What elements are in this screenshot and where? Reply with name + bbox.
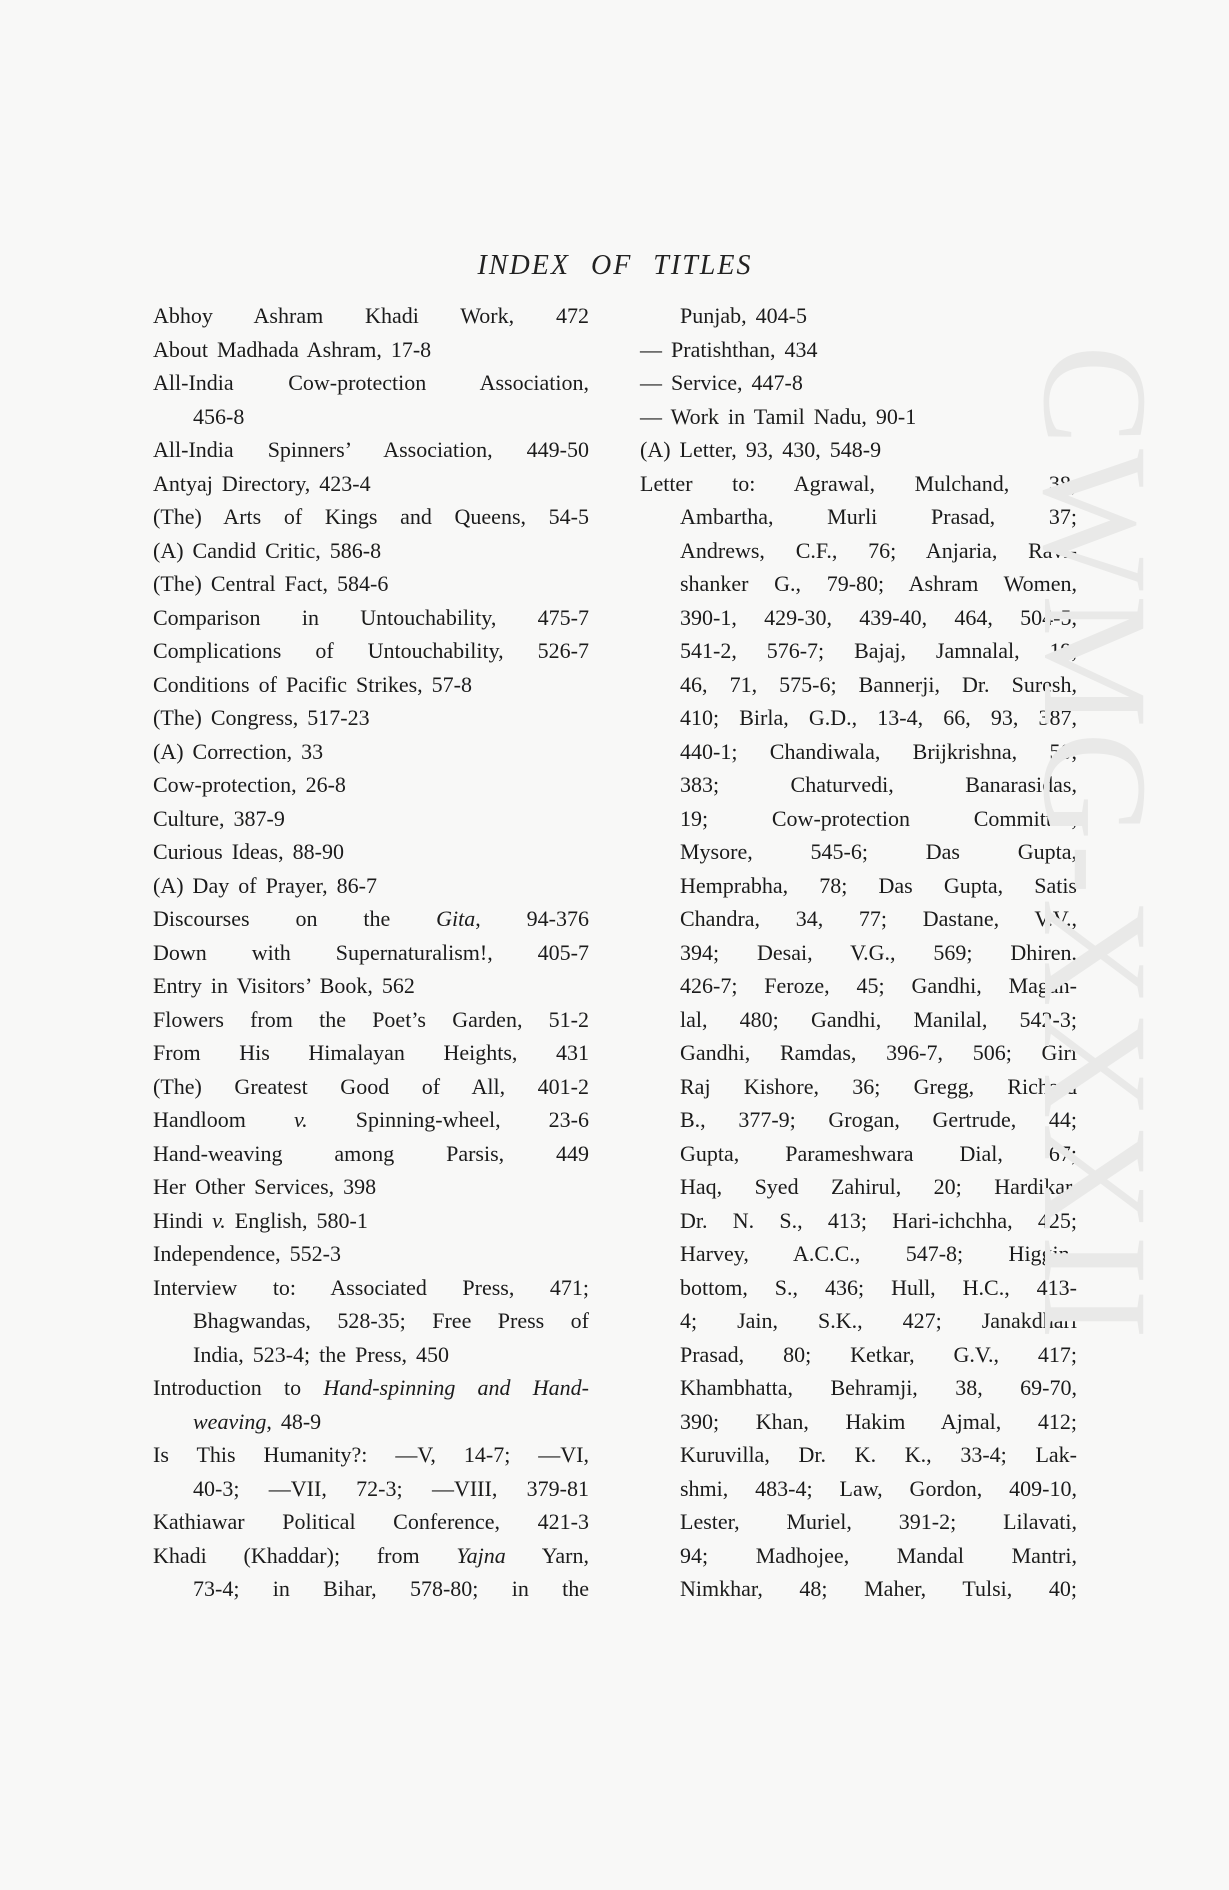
- index-entry-line: Haq, Syed Zahirul, 20; Hardikar,: [680, 1174, 1077, 1199]
- index-entry-line: (A) Day of Prayer, 86-7: [153, 872, 377, 898]
- index-entry-line: shmi, 483-4; Law, Gordon, 409-10,: [680, 1475, 1077, 1501]
- index-entry-line: Nimkhar, 48; Maher, Tulsi, 40;: [680, 1576, 1077, 1601]
- index-entry-line: 46, 71, 575-6; Bannerji, Dr. Suresh,: [680, 671, 1077, 697]
- index-entry-line: 541-2, 576-7; Bajaj, Jamnalal, 19,: [680, 638, 1077, 663]
- index-entry-line: Down with Supernaturalism!, 405-7: [153, 939, 589, 965]
- index-entry-line: Abhoy Ashram Khadi Work, 472: [153, 303, 589, 328]
- index-entry-line: Gupta, Parameshwara Dial, 67;: [680, 1140, 1077, 1166]
- index-entry-line: weaving, 48-9: [193, 1408, 322, 1434]
- index-entry-line: India, 523-4; the Press, 450: [193, 1341, 450, 1367]
- index-entry-line: Discourses on the Gita, 94-376: [153, 906, 589, 931]
- index-entry-line: 394; Desai, V.G., 569; Dhiren,: [680, 939, 1077, 965]
- index-entry-line: Interview to: Associated Press, 471;: [153, 1274, 589, 1300]
- index-entry-line: 73-4; in Bihar, 578-80; in the: [193, 1576, 589, 1601]
- index-entry-line: shanker G., 79-80; Ashram Women,: [680, 571, 1077, 596]
- index-entry-line: 410; Birla, G.D., 13-4, 66, 93, 387,: [680, 705, 1077, 730]
- index-entry-line: 390-1, 429-30, 439-40, 464, 504-5,: [680, 604, 1077, 630]
- index-entry-line: 390; Khan, Hakim Ajmal, 412;: [680, 1408, 1077, 1434]
- index-entry-line: — Work in Tamil Nadu, 90-1: [640, 403, 917, 429]
- index-entry-line: Hindi v. English, 580-1: [153, 1207, 368, 1233]
- index-entry-line: Flowers from the Poet’s Garden, 51-2: [153, 1006, 589, 1032]
- index-column-right: [640, 299, 1077, 1606]
- index-entry-line: Conditions of Pacific Strikes, 57-8: [153, 671, 472, 697]
- index-entry-line: Kuruvilla, Dr. K. K., 33-4; Lak-: [680, 1442, 1077, 1467]
- index-entry-line: (A) Candid Critic, 586-8: [153, 537, 382, 563]
- index-entry-line: Complications of Untouchability, 526-7: [153, 638, 589, 663]
- index-entry-line: (The) Greatest Good of All, 401-2: [153, 1073, 589, 1099]
- index-entry-line: Gandhi, Ramdas, 396-7, 506; Giri: [680, 1040, 1077, 1065]
- index-entry-line: — Pratishthan, 434: [640, 336, 818, 362]
- index-entry-line: All-India Spinners’ Association, 449-50: [153, 437, 589, 462]
- index-entry-line: lal, 480; Gandhi, Manilal, 542-3;: [680, 1006, 1077, 1032]
- index-entry-line: Punjab, 404-5: [680, 303, 807, 328]
- index-entry-line: Her Other Services, 398: [153, 1174, 377, 1199]
- index-entry-line: (The) Congress, 517-23: [153, 705, 370, 730]
- index-entry-line: Handloom v. Spinning-wheel, 23-6: [153, 1107, 589, 1132]
- index-entry-line: Lester, Muriel, 391-2; Lilavati,: [680, 1509, 1077, 1534]
- index-entry-line: Curious Ideas, 88-90: [153, 839, 344, 864]
- index-entry-line: About Madhada Ashram, 17-8: [153, 336, 432, 362]
- index-entry-line: Entry in Visitors’ Book, 562: [153, 973, 415, 998]
- page-title: INDEX OF TITLES: [477, 250, 753, 281]
- index-entry-line: Khadi (Khaddar); from Yajna Yarn,: [153, 1542, 589, 1568]
- index-entry-line: 440-1; Chandiwala, Brijkrishna, 50,: [680, 738, 1077, 764]
- index-entry-line: Hand-weaving among Parsis, 449: [153, 1140, 589, 1166]
- index-entry-line: From His Himalayan Heights, 431: [153, 1040, 589, 1065]
- index-entry-line: Harvey, A.C.C., 547-8; Higgin-: [680, 1241, 1077, 1266]
- index-entry-line: (A) Correction, 33: [153, 738, 324, 764]
- index-entry-line: 19; Cow-protection Committee,: [680, 805, 1077, 831]
- index-entry-line: 40-3; —VII, 72-3; —VIII, 379-81: [193, 1475, 589, 1501]
- index-entry-line: Is This Humanity?: —V, 14-7; —VI,: [153, 1442, 589, 1467]
- index-entry-line: 94; Madhojee, Mandal Mantri,: [680, 1542, 1077, 1568]
- index-entry-line: Dr. N. S., 413; Hari-ichchha, 425;: [680, 1207, 1077, 1233]
- index-entry-line: All-India Cow-protection Association,: [153, 370, 589, 395]
- index-entry-line: Kathiawar Political Conference, 421-3: [153, 1509, 589, 1534]
- index-entry-line: Letter to: Agrawal, Mulchand, 38;: [640, 470, 1077, 496]
- index-entry-line: Culture, 387-9: [153, 805, 285, 831]
- index-entry-line: Prasad, 80; Ketkar, G.V., 417;: [680, 1341, 1077, 1367]
- index-entry-line: Chandra, 34, 77; Dastane, V.V.,: [680, 906, 1077, 931]
- index-column-left: [153, 299, 589, 1606]
- index-entry-line: B., 377-9; Grogan, Gertrude, 44;: [680, 1107, 1077, 1132]
- index-entry-line: Mysore, 545-6; Das Gupta,: [680, 839, 1077, 864]
- index-entry-line: Ambartha, Murli Prasad, 37;: [680, 504, 1077, 529]
- index-entry-line: (A) Letter, 93, 430, 548-9: [640, 437, 882, 462]
- watermark: CWMG-XXXII: [1012, 345, 1178, 1344]
- index-entry-line: 4; Jain, S.K., 427; Janakdhari: [680, 1308, 1077, 1333]
- index-entry-line: Antyaj Directory, 423-4: [153, 470, 371, 496]
- index-entry-line: — Service, 447-8: [640, 370, 803, 395]
- index-entry-line: Raj Kishore, 36; Gregg, Richard: [680, 1073, 1077, 1099]
- index-entry-line: Andrews, C.F., 76; Anjaria, Ravi-: [680, 537, 1077, 563]
- index-entry-line: Comparison in Untouchability, 475-7: [153, 604, 589, 630]
- index-entry-line: (The) Central Fact, 584-6: [153, 571, 389, 596]
- index-entry-line: Introduction to Hand-spinning and Hand-: [153, 1375, 589, 1400]
- index-entry-line: 456-8: [193, 403, 245, 429]
- index-entry-line: Bhagwandas, 528-35; Free Press of: [193, 1308, 589, 1333]
- index-entry-line: 426-7; Feroze, 45; Gandhi, Magan-: [680, 973, 1077, 998]
- index-entry-line: Hemprabha, 78; Das Gupta, Satis: [680, 872, 1077, 898]
- index-entry-line: 383; Chaturvedi, Banarasidas,: [680, 772, 1077, 797]
- index-entry-line: Cow-protection, 26-8: [153, 772, 346, 797]
- index-entry-line: bottom, S., 436; Hull, H.C., 413-: [680, 1274, 1077, 1300]
- index-entry-line: Khambhatta, Behramji, 38, 69-70,: [680, 1375, 1077, 1400]
- index-entry-line: (The) Arts of Kings and Queens, 54-5: [153, 504, 589, 529]
- index-entry-line: Independence, 552-3: [153, 1241, 341, 1266]
